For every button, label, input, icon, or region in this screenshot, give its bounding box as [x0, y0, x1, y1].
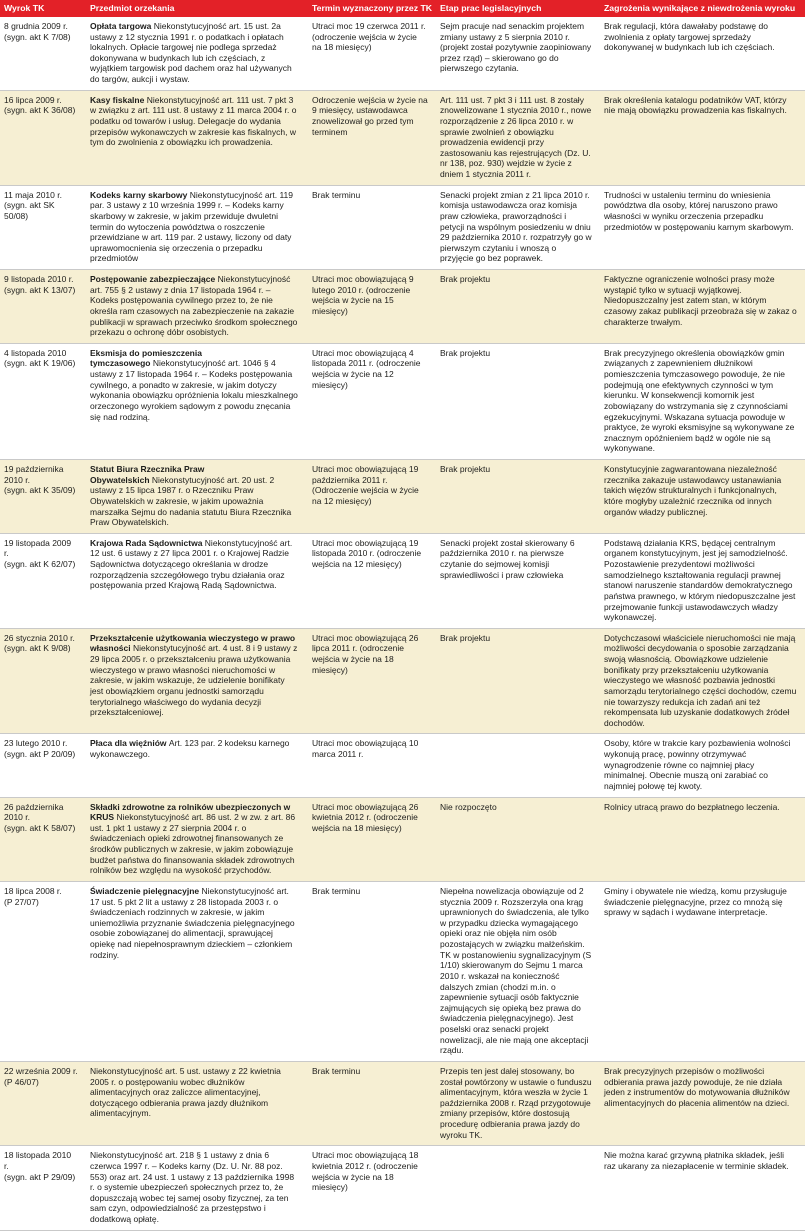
col-header-etap-prac: Etap prac legislacyjnych	[436, 0, 600, 17]
table-row	[0, 1146, 805, 1230]
subject-cell	[86, 460, 308, 534]
table-row	[0, 460, 805, 534]
subject-text: Niekonstytucyjność art. 15 ust. 2a ustawy z 12 stycznia 1991 r. o podatkach i opłatach lokalnych. Opłacie targowej nie podlega sprzedaż dokonywana w budynkach lub ich częściach, z wyjątkiem targowisk pod dachem oraz hal używanych do targów, aukcji i wystaw.	[90, 20, 292, 84]
deadline-cell: Brak terminu	[308, 185, 436, 269]
ruling-date: 19 października 2010 r.	[4, 464, 64, 485]
subject-cell	[86, 17, 308, 90]
ruling-date: 18 listopada 2010 r.	[4, 1150, 72, 1171]
ruling-date: 23 lutego 2010 r.	[4, 738, 68, 749]
ruling-date: 26 października 2010 r.	[4, 801, 64, 823]
table-row	[0, 185, 805, 269]
ruling-date: 19 listopada 2009 r.	[4, 537, 72, 559]
risks-cell: Gminy i obywatele nie wiedzą, komu przysługuje świadczenie pielęgnacyjne, przez co mnożą się sprawy w sądach i wydawane interpretacje.	[600, 881, 805, 1061]
ruling-date-cell	[0, 17, 86, 90]
risks-cell: Brak precyzyjnych przepisów o możliwości odbierania prawa jazdy powoduje, że nie działa jeden z instrumentów do motywowania dłużników alimentacyjnych do płacenia alimentów na dzieci.	[600, 1061, 805, 1145]
ruling-signature: (sygn. akt P 20/09)	[4, 749, 76, 759]
subject-text: Niekonstytucyjność art. 119 par. 3 ustawy z 10 września 1999 r. – Kodeks karny skarbowy w zakresie, w jakim przewiduje dwuletni termin do wytoczenia powództwa o roszczenie przewidziane w art. 119 par. 2 ustawy, liczony od daty uprawomocnienia się orzeczenia o przepadku przedmiotów	[90, 189, 294, 264]
risks-cell: Podstawą działania KRS, będącej centralnym organem konstytucyjnym, jest jej samodzielność. Pozostawienie prezydentowi możliwości samodzielnego kształtowania regulacji prawnej stanowi naruszenie standardów demokratycznego państwa prawnego, w którym niedopuszczalne jest przejmowanie funkcji ustawodawczych władzy wykonawczej.	[600, 533, 805, 628]
legislative-stage-cell: Brak projektu	[436, 460, 600, 534]
risks-cell: Brak precyzyjnego określenia obowiązków gmin związanych z zapewnieniem dłużnikowi pomieszczenia tymczasowego powoduje, że nie podejmują one efektywnych czynności w tym kierunku. W konsekwencji komornik jest zobowiązany do wstrzymania się z czynnościami egzekucyjnymi. Wskazana sytuacja powoduje w praktyce, że wyroki eksmisyjne są wykonywane ze znacznym opóźnieniem bądź w ogóle nie są wykonywane.	[600, 343, 805, 459]
subject-text: Art. 123 par. 2 kodeksu karnego wykonawczego.	[90, 738, 290, 759]
subject-text: Niekonstytucyjność art. 12 ust. 6 ustawy z 27 lipca 2001 r. o Krajowej Radzie Sądownictwa dotyczącego określania w drodze rozporządzenia szczegółowego trybu działania oraz postępowania przed Krajową Radą Sądownictwa.	[90, 537, 293, 591]
subject-cell	[86, 343, 308, 459]
subject-title: Płaca dla więźniów	[90, 738, 167, 749]
legislative-stage-cell: Brak projektu	[436, 628, 600, 734]
table-body	[0, 17, 805, 1230]
ruling-date-cell	[0, 797, 86, 881]
table-row	[0, 533, 805, 628]
deadline-cell: Odroczenie wejścia w życie na 9 miesięcy, ustawodawca znowelizował go przed tym terminem	[308, 90, 436, 185]
deadline-cell: Utraci moc obowiązującą 9 lutego 2010 r. (odroczenie wejścia w życie na 15 miesięcy)	[308, 270, 436, 344]
risks-cell: Rolnicy utracą prawo do bezpłatnego leczenia.	[600, 797, 805, 881]
ruling-date: 22 września 2009 r.	[4, 1065, 78, 1076]
ruling-date-cell	[0, 734, 86, 797]
subject-cell	[86, 185, 308, 269]
deadline-cell: Utraci moc obowiązującą 19 listopada 2010 r. (odroczenie wejścia na 12 miesięcy)	[308, 533, 436, 628]
subject-text: Niekonstytucyjność art. 20 ust. 2 ustawy z 15 lipca 1987 r. o Rzeczniku Praw Obywatelskich w zakresie, w jakim upoważnia marszałka Sejmu do nadania statutu Biura Rzecznika Praw Obywatelskich.	[90, 474, 292, 528]
ruling-date: 11 maja 2010 r.	[4, 189, 62, 200]
subject-text: Niekonstytucyjność art. 17 ust. 5 pkt 2 lit a ustawy z 28 listopada 2003 r. o świadczeniach rodzinnych w zakresie, w jakim uniemożliwia przyznanie świadczenia pielęgnacyjnego osobie zobowiązanej do alimentacji, sprawującej opiekę nad niepełnosprawnym dzieckiem – członkiem rodziny.	[90, 885, 295, 960]
ruling-signature: (sygn. akt K 62/07)	[4, 559, 76, 569]
ruling-date: 9 listopada 2010 r.	[4, 274, 74, 284]
ruling-signature: (sygn. akt SK 50/08)	[4, 200, 55, 221]
ruling-date: 4 listopada 2010	[4, 347, 67, 358]
table-header	[0, 0, 805, 17]
ruling-date-cell	[0, 1146, 86, 1230]
subject-text: Niekonstytucyjność art. 218 § 1 ustawy z dnia 6 czerwca 1997 r. – Kodeks karny (Dz. U. Nr. 88 poz. 553) oraz art. 24 ust. 1 ustawy z 13 października 1998 r. o systemie ubezpieczeń społecznych przez to, że dopuszczają wobec tej samej osoby fizycznej, za ten sam czyn, odpowiedzialność za przestępstwo i dodatkową opłatę.	[90, 1150, 295, 1224]
subject-text: Niekonstytucyjność art. 86 ust. 2 w zw. z art. 86 ust. 1 pkt 1 ustawy z 27 sierpnia 2004 r. o świadczeniach opieki zdrowotnej finansowanych ze środków publicznych w zakresie, w jakim zobowiązuje budżet państwa do finansowania składek zdrowotnych rolników bez względu na wysokość przychodów.	[90, 812, 296, 876]
legislative-stage-cell: Niepełna nowelizacja obowiązuje od 2 stycznia 2009 r. Rozszerzyła ona krąg uprawnionych do świadczenia, ale tylko w przypadku dziecka wymagającego opieki oraz nie objęła nim osób pozostających w związku małżeńskim. TK w postanowieniu sygnalizacyjnym (S 1/10) skierowanym do Sejmu 1 marca 2010 r. wskazał na konieczność dalszych zmian (chodzi m.in. o zapewnienie sytuacji osób faktycznie zajmujących się opieką bez prawa do świadczenia pielęgnacyjnego). Jest poselski oraz senacki projekt nowelizacji, ale nie mają one akceptacji rządu.	[436, 881, 600, 1061]
deadline-cell: Utraci moc obowiązującą 4 listopada 2011 r. (odroczenie wejścia w życie na 12 miesięcy)	[308, 343, 436, 459]
ruling-date-cell	[0, 270, 86, 344]
subject-title: Opłata targowa	[90, 20, 152, 31]
subject-text: Niekonstytucyjność art. 4 ust. 8 i 9 ustawy z 29 lipca 2005 r. o przekształceniu prawa użytkowania wieczystego w prawo własności nieruchomości w zakresie, w jakim wskazuje, że udzielenie bonifikaty jest obowiązkiem organu jednostki samorządu terytorialnego właściwego do wydania decyzji przekształceniowej.	[90, 643, 298, 718]
legislative-stage-cell: Sejm pracuje nad senackim projektem zmiany ustawy z 5 sierpnia 2010 r. (projekt został pozytywnie zaopiniowany przez rząd) – skierowano go do pierwszego czytania.	[436, 17, 600, 90]
table-row	[0, 881, 805, 1061]
table-row	[0, 343, 805, 459]
deadline-cell: Brak terminu	[308, 1061, 436, 1145]
ruling-signature: (P 46/07)	[4, 1076, 39, 1087]
deadline-cell: Utraci moc obowiązującą 19 października 2011 r. (Odroczenie wejścia w życie na 12 miesięcy)	[308, 460, 436, 534]
ruling-date: 26 stycznia 2010 r.	[4, 632, 75, 643]
ruling-signature: (sygn. akt K 36/08)	[4, 105, 76, 116]
legislative-stage-cell: Art. 111 ust. 7 pkt 3 i 111 ust. 8 zostały znowelizowane 1 stycznia 2010 r., nowe rozporządzenie z 26 lipca 2010 r. w sprawie zwolnień z obowiązku prowadzenia ewidencji przy zastosowaniu kas rejestrujących (Dz. U. nr 138, poz. 930) wejdzie w życie z dniem 1 stycznia 2011 r.	[436, 90, 600, 185]
legislative-stage-cell: Przepis ten jest dalej stosowany, bo został powtórzony w ustawie o funduszu alimentacyjnym, która weszła w życie 1 października 2008 r. Rząd przygotowuje zmiany przepisów, które dostosują procedurę odbierania prawa jazdy do wyroku TK.	[436, 1061, 600, 1145]
subject-cell	[86, 1061, 308, 1145]
subject-title: Statut Biura Rzecznika Praw Obywatelskich	[90, 464, 205, 485]
subject-cell	[86, 797, 308, 881]
table-row	[0, 797, 805, 881]
subject-text: Niekonstytucyjność art. 111 ust. 7 pkt 3 w związku z art. 111 ust. 8 ustawy z 11 marca 2004 r. o podatku od towarów i usług. Delegacje do wydania przepisów wykonawczych w zakresie kas fiskalnych, w tym do zwolnienia z obowiązku ich prowadzenia.	[90, 94, 297, 148]
col-header-termin-tk: Termin wyznaczony przez TK	[308, 0, 436, 17]
ruling-date-cell	[0, 90, 86, 185]
subject-text: Niekonstytucyjność art. 755 § 2 ustawy z dnia 17 listopada 1964 r. – Kodeks postępowania cywilnego przez to, że nie określa ram czasowych na zabezpieczenie na zakazie publikacji w sprawach przeciwko środkom społecznego przekazu o ochronę dóbr osobistych.	[90, 274, 298, 338]
ruling-signature: (sygn. akt P 29/09)	[4, 1171, 76, 1182]
ruling-signature: (sygn. akt K 7/08)	[4, 31, 71, 42]
table-row	[0, 1061, 805, 1145]
ruling-date: 16 lipca 2009 r.	[4, 94, 62, 105]
legislative-stage-cell: Nie rozpoczęto	[436, 797, 600, 881]
risks-cell: Nie można karać grzywną płatnika składek, jeśli raz ukarany za niezapłacenie w terminie składek.	[600, 1146, 805, 1230]
subject-cell	[86, 533, 308, 628]
deadline-cell: Utraci moc obowiązującą 10 marca 2011 r.	[308, 734, 436, 797]
risks-cell: Brak określenia katalogu podatników VAT, którzy nie mają obowiązku prowadzenia kas fiskalnych.	[600, 90, 805, 185]
risks-cell: Faktyczne ograniczenie wolności prasy może wystąpić tylko w sytuacji wyjątkowej. Niedopuszczalny jest zatem stan, w którym czasowy zakaz publikacji przeobraża się w zakaz o charakterze trwałym.	[600, 270, 805, 344]
subject-cell	[86, 1146, 308, 1230]
ruling-date-cell	[0, 881, 86, 1061]
table-row	[0, 628, 805, 734]
table-header-row	[0, 0, 805, 17]
risks-cell: Dotychczasowi właściciele nieruchomości nie mają możliwości decydowania o sposobie zarządzania swoją własnością. Obowiązkowe udzielenie bonifikaty przy przekształceniu użytkowania wieczystego we własność pozbawia jednostki samorządu terytorialnego części dochodów, czemu nie towarzyszy redukcja ich zadań ani też rekompensata lub uzyskanie dodatkowych źródeł dochodów.	[600, 628, 805, 734]
legislative-stage-cell	[436, 1146, 600, 1230]
legislative-stage-cell: Senacki projekt został skierowany 6 października 2010 r. na pierwsze czytanie do sejmowej komisji sprawiedliwości i praw człowieka	[436, 533, 600, 628]
subject-cell	[86, 90, 308, 185]
ruling-date-cell	[0, 628, 86, 734]
legislative-stage-cell: Brak projektu	[436, 343, 600, 459]
ruling-date-cell	[0, 460, 86, 534]
ruling-date-cell	[0, 343, 86, 459]
ruling-signature: (P 27/07)	[4, 896, 39, 907]
risks-cell: Brak regulacji, która dawałaby podstawę do zwolnienia z opłaty targowej sprzedaży dokonywanej w budynkach lub ich częściach.	[600, 17, 805, 90]
ruling-date-cell	[0, 1061, 86, 1145]
deadline-cell: Utraci moc 19 czerwca 2011 r. (odroczenie wejścia w życie na 18 miesięcy)	[308, 17, 436, 90]
deadline-cell: Utraci moc obowiązującą 26 lipca 2011 r. (odroczenie wejścia w życie na 18 miesięcy)	[308, 628, 436, 734]
ruling-signature: (sygn. akt K 13/07)	[4, 284, 76, 295]
legislative-stage-cell: Senacki projekt zmian z 21 lipca 2010 r. komisja ustawodawcza oraz komisja praw człowieka, praworządności i petycji na wspólnym posiedzeniu w dniu 29 października 2010 r. rozpatrzyły go w pierwszym czytaniu i wnoszą o przyjęcie go bez poprawek.	[436, 185, 600, 269]
table-row	[0, 270, 805, 344]
legislative-stage-cell: Brak projektu	[436, 270, 600, 344]
ruling-date: 8 grudnia 2009 r.	[4, 20, 68, 31]
subject-text: Niekonstytucyjność art. 5 ust. ustawy z 22 kwietnia 2005 r. o postępowaniu wobec dłużników alimentacyjnych oraz zaliczce alimentacyjnej, dotyczącego odbierania prawa jazdy dłużnikom alimentacyjnym.	[90, 1065, 281, 1119]
ruling-signature: (sygn. akt K 35/09)	[4, 485, 76, 496]
ruling-date-cell	[0, 185, 86, 269]
subject-title: Krajowa Rada Sądownictwa	[90, 537, 203, 548]
deadline-cell: Brak terminu	[308, 881, 436, 1061]
subject-cell	[86, 881, 308, 1061]
subject-title: Postępowanie zabezpieczające	[90, 274, 216, 284]
subject-title: Składki zdrowotne za rolników ubezpieczonych w KRUS	[90, 801, 291, 823]
subject-cell	[86, 734, 308, 797]
table-row	[0, 734, 805, 797]
subject-title: Kodeks karny skarbowy	[90, 189, 188, 200]
subject-text: Niekonstytucyjność art. 1046 § 4 ustawy z 17 listopada 1964 r. – Kodeks postępowania cywilnego, a ponadto w zakresie, w jakim dotyczy wykonania obowiązku opróżnienia lokalu mieszkalnego orzeczonego wyrokiem sądowym z powodu znęcania się nad rodziną.	[90, 358, 298, 422]
col-header-przedmiot-orzekania: Przedmiot orzekania	[86, 0, 308, 17]
risks-cell: Trudności w ustaleniu terminu do wniesienia powództwa dla osoby, której naruszono prawo własności w wyniku orzeczenia przepadku przedmiotów w postępowaniu karnym skarbowym.	[600, 185, 805, 269]
col-header-wyrok-tk: Wyrok TK	[0, 0, 86, 17]
risks-cell: Konstytucyjnie zagwarantowana niezależność rzecznika zakazuje ustawodawcy ustanawiania takich więzów strukturalnych i funkcjonalnych, które mogłyby uzależnić rzecznika od innych organów władzy publicznej.	[600, 460, 805, 534]
subject-title: Świadczenie pielęgnacyjne	[90, 885, 200, 896]
deadline-cell: Utraci moc obowiązującą 18 kwietnia 2012 r. (odroczenie wejścia w życie na 18 miesięcy)	[308, 1146, 436, 1230]
table-row	[0, 17, 805, 90]
ruling-signature: (sygn. akt K 19/06)	[4, 358, 76, 369]
ruling-date-cell	[0, 533, 86, 628]
col-header-zagrozenia: Zagrożenia wynikające z niewdrożenia wyroku	[600, 0, 805, 17]
subject-title: Przekształcenie użytkowania wieczystego w prawo własności	[90, 632, 296, 654]
subject-cell	[86, 270, 308, 344]
subject-cell	[86, 628, 308, 734]
table-row	[0, 90, 805, 185]
legislative-stage-cell	[436, 734, 600, 797]
deadline-cell: Utraci moc obowiązującą 26 kwietnia 2012 r. (odroczenie wejścia na 18 miesięcy)	[308, 797, 436, 881]
ruling-signature: (sygn. akt K 58/07)	[4, 822, 76, 833]
ruling-date: 18 lipca 2008 r.	[4, 885, 62, 896]
ruling-signature: (sygn. akt K 9/08)	[4, 643, 71, 654]
risks-cell: Osoby, które w trakcie kary pozbawienia wolności wykonują pracę, powinny otrzymywać wynagrodzenie równe co najmniej płacy minimalnej. Obecnie muszą oni zarabiać co najmniej połowę tej kwoty.	[600, 734, 805, 797]
subject-title: Kasy fiskalne	[90, 94, 145, 105]
subject-title: Eksmisja do pomieszczenia tymczasowego	[90, 347, 202, 369]
